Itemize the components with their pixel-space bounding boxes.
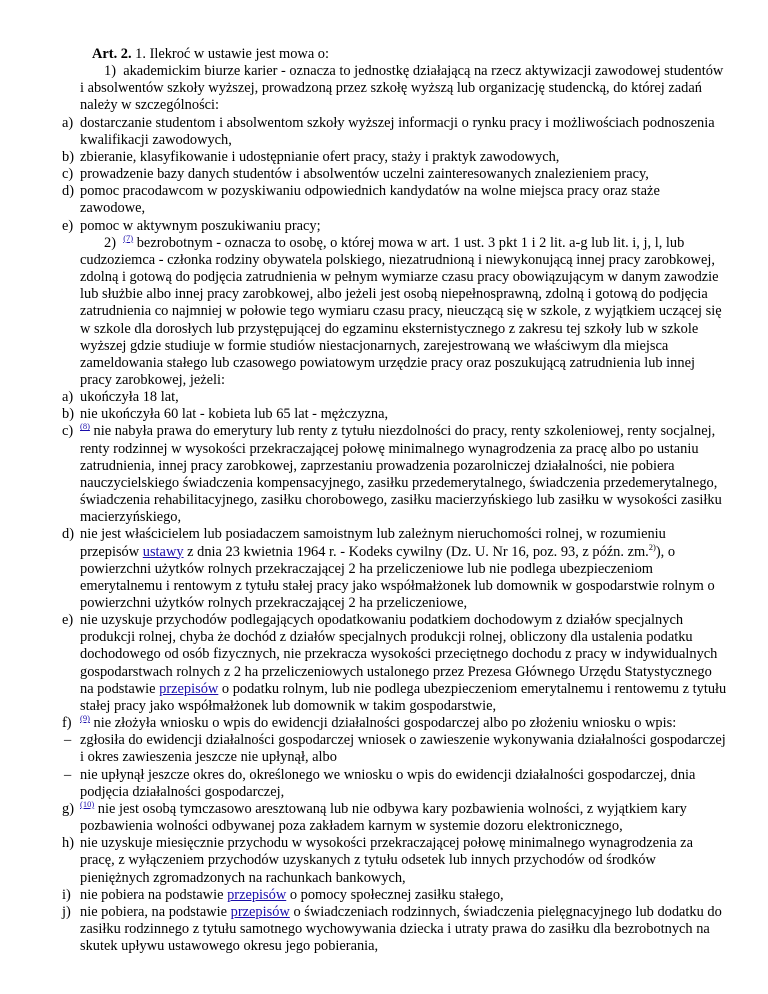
item-label: b) [62, 406, 74, 423]
footnote-link[interactable]: (8) [80, 421, 90, 432]
item-text: zgłosiła do ewidencji działalności gospodarczej wniosek o zawieszenie wykonywania działalności gospodarczej i okres zawieszenia jeszcze nie upłynął, albo [80, 732, 726, 766]
item-text: o pomocy społecznej zasiłku stałego, [289, 886, 504, 903]
regulations-link[interactable]: przepisów [227, 886, 287, 903]
item-text: nie upłynął jeszcze okres do, określonego we wniosku o wpis do ewidencji działalności gospodarczej, dnia podjęcia działalności gospodarczej, [80, 766, 696, 800]
item-label: i) [62, 886, 71, 903]
item-text: ), o powierzchni użytków rolnych przekraczającej 2 ha przeliczeniowe lub nie podlega ubezpieczeniom emerytalnemu i rentowym z tytułu stałej pracy jako współmałżonek lub domownik w gospodarstwie rolnym o powierzchni użytków rolnych przekraczającej 2 ha przeliczeniowe, [80, 543, 715, 611]
article-intro [0, 46, 768, 63]
point-2-number: 2) [104, 234, 116, 251]
point-2-item-c [0, 423, 728, 526]
item-text: nie pobiera na podstawie [80, 886, 224, 903]
point-2-item-f-dash-1 [0, 732, 728, 766]
point-1-item-a [0, 115, 728, 149]
item-label: h) [62, 835, 74, 852]
item-text: ukończyła 18 lat, [80, 389, 179, 406]
point-2-item-j [0, 904, 728, 955]
point-1-text: akademickim biurze karier - oznacza to jednostkę działającą na rzecz aktywizacji zawodowej studentów i absolwentów szkoły wyższej, prowadzoną przez szkołę wyższą lub organizację studencką, do której zadań należy w szczególności: [80, 63, 724, 114]
item-text: zbieranie, klasyfikowanie i udostępnianie ofert pracy, staży i praktyk zawodowych, [80, 148, 560, 165]
item-label: c) [62, 423, 74, 440]
point-1-number: 1) [104, 63, 116, 80]
article-heading: Art. 2. [92, 46, 132, 62]
item-text: nie jest właścicielem lub posiadaczem samoistnym lub zależnym nieruchomości rolnej, w rozumieniu przepisów [80, 526, 666, 560]
item-label: g) [62, 800, 74, 817]
item-label: d) [62, 183, 74, 200]
point-2-item-d [0, 526, 728, 612]
footnote-link[interactable]: (7) [123, 232, 134, 243]
item-label: d) [62, 526, 74, 543]
point-2-text: bezrobotnym - oznacza to osobę, o której mowa w art. 1 ust. 3 pkt 1 i 2 lit. a-g lub lit. i, j, l, lub cudzoziemca - członka rodziny obywatela polskiego, niezatrudnioną i niewykonującą innej pracy zarobkowej, zdolną i gotową do podjęcia zatrudnienia w pełnym wymiarze czasu pracy obowiązującym w danym zawodzie lub służbie albo innej pracy zarobkowej, albo jeżeli jest osobą niepełnosprawną, zdolną i gotową do podjęcia zatrudnienia co najmniej w połowie tego wymiaru czasu pracy, nieuczącą się w szkole, z wyjątkiem uczącej się w szkole dla dorosłych lub przystępującej do egzaminu eksternistycznego z zakresu tej szkoły lub w szkole wyższej gdzie studiuje w formie studiów niestacjonarnych, zarejestrowaną we właściwym dla miejsca zameldowania stałego lub czasowego powiatowym urzędzie pracy oraz poszukującą zatrudnienia lub innej pracy zarobkowej, jeżeli: [80, 234, 722, 388]
regulations-link[interactable]: przepisów [159, 680, 219, 697]
item-text: z dnia 23 kwietnia 1964 r. - Kodeks cywilny (Dz. U. Nr 16, poz. 93, z późn. zm. [187, 543, 649, 560]
regulations-link[interactable]: przepisów [230, 903, 290, 920]
item-text: nie ukończyła 60 lat - kobieta lub 65 lat - mężczyzna, [80, 406, 389, 423]
point-2 [0, 232, 728, 389]
statute-link[interactable]: ustawy [142, 543, 184, 560]
point-1-item-c [0, 166, 728, 183]
article-intro-text: 1. Ilekroć w ustawie jest mowa o: [135, 46, 329, 62]
item-label: e) [62, 217, 74, 234]
point-2-item-e [0, 612, 728, 715]
item-text: pomoc w aktywnym poszukiwaniu pracy; [80, 217, 321, 234]
item-label: j) [62, 903, 71, 920]
item-text: dostarczanie studentom i absolwentom szkoły wyższej informacji o rynku pracy i możliwościach podnoszenia kwalifikacji zawodowych, [80, 114, 715, 148]
item-text: nie nabyła prawa do emerytury lub renty z tytułu niezdolności do pracy, renty szkoleniowej, renty socjalnej, renty rodzinnej w wysokości przekraczającej połowę minimalnego wynagrodzenia za pracę albo po ustaniu zatrudnienia, innej pracy zarobkowej, zaprzestaniu prowadzenia pozarolniczej działalności, nie pobiera nauczycielskiego świadczenia kompensacyjnego, zasiłku przedemerytalnego, świadczenia przedemerytalnego, świadczenia rehabilitacyjnego, zasiłku chorobowego, zasiłku macierzyńskiego lub zasiłku w wysokości zasiłku macierzyńskiego, [80, 423, 722, 526]
point-2-item-a [0, 389, 728, 406]
item-label: f) [62, 715, 72, 732]
item-label: c) [62, 166, 74, 183]
item-label: e) [62, 612, 74, 629]
point-2-item-b [0, 406, 728, 423]
item-text: nie uzyskuje miesięcznie przychodu w wysokości przekraczającej połowę minimalnego wynagrodzenia za pracę, z wyłączeniem przychodów uzyskanych z tytułu odsetek lub innych przychodów od środków pieniężnych zgromadzonych na rachunkach bankowych, [80, 835, 693, 886]
dash-label: – [64, 766, 72, 783]
item-text: o podatku rolnym, lub nie podlega ubezpieczeniom emerytalnemu i rentowemu z tytułu stałej pracy jako współmałżonek lub domownik w takim gospodarstwie, [80, 680, 727, 714]
point-2-item-f [0, 715, 728, 732]
footnote-link[interactable]: (9) [80, 713, 90, 724]
item-label: a) [62, 389, 74, 406]
item-text: o świadczeniach rodzinnych, świadczenia pielęgnacyjnego lub dodatku do zasiłku rodzinnego z tytułu samotnego wychowywania dziecka i utraty prawa do zasiłku dla bezrobotnych na skutek upływu ustawowego okresu jego pobierania, [80, 903, 722, 955]
item-text: nie jest osobą tymczasowo aresztowaną lub nie odbywa kary pozbawienia wolności, z wyjątkiem kary pozbawienia wolności odbywanej poza zakładem karnym w systemie dozoru elektronicznego, [80, 800, 687, 835]
point-1 [0, 63, 728, 114]
point-2-item-f-dash-2 [0, 767, 728, 801]
item-text: pomoc pracodawcom w pozyskiwaniu odpowiednich kandydatów na wolne miejsca pracy oraz staże zawodowe, [80, 183, 660, 217]
footnote-ref: 2) [648, 541, 656, 552]
item-text: nie złożyła wniosku o wpis do ewidencji działalności gospodarczej albo po złożeniu wniosku o wpis: [93, 715, 677, 732]
item-label: b) [62, 148, 74, 165]
dash-label: – [64, 732, 72, 749]
item-text: prowadzenie bazy danych studentów i absolwentów uczelni zainteresowanych znalezieniem pracy, [80, 166, 649, 183]
point-1-item-d [0, 183, 728, 217]
footnote-link[interactable]: (10) [80, 798, 95, 809]
item-text: nie pobiera, na podstawie [80, 903, 228, 920]
point-2-item-g [0, 798, 728, 835]
point-1-item-b [0, 149, 728, 166]
point-2-item-h [0, 835, 728, 886]
point-1-item-e [0, 218, 728, 235]
item-label: a) [62, 114, 74, 131]
point-2-item-i [0, 887, 728, 904]
item-text: nie uzyskuje przychodów podlegających opodatkowaniu podatkiem dochodowym z działów specjalnych produkcji rolnej, chyba że dochód z działów specjalnych produkcji rolnej, obliczony dla ustalenia podatku dochodowego od osób fizycznych, nie przekracza wysokości przeciętnego dochodu z pracy w indywidualnych gospodarstwach rolnych z 2 ha przeliczeniowych ustalonego przez Prezesa Głównego Urzędu Statystycznego na podstawie [80, 612, 718, 697]
